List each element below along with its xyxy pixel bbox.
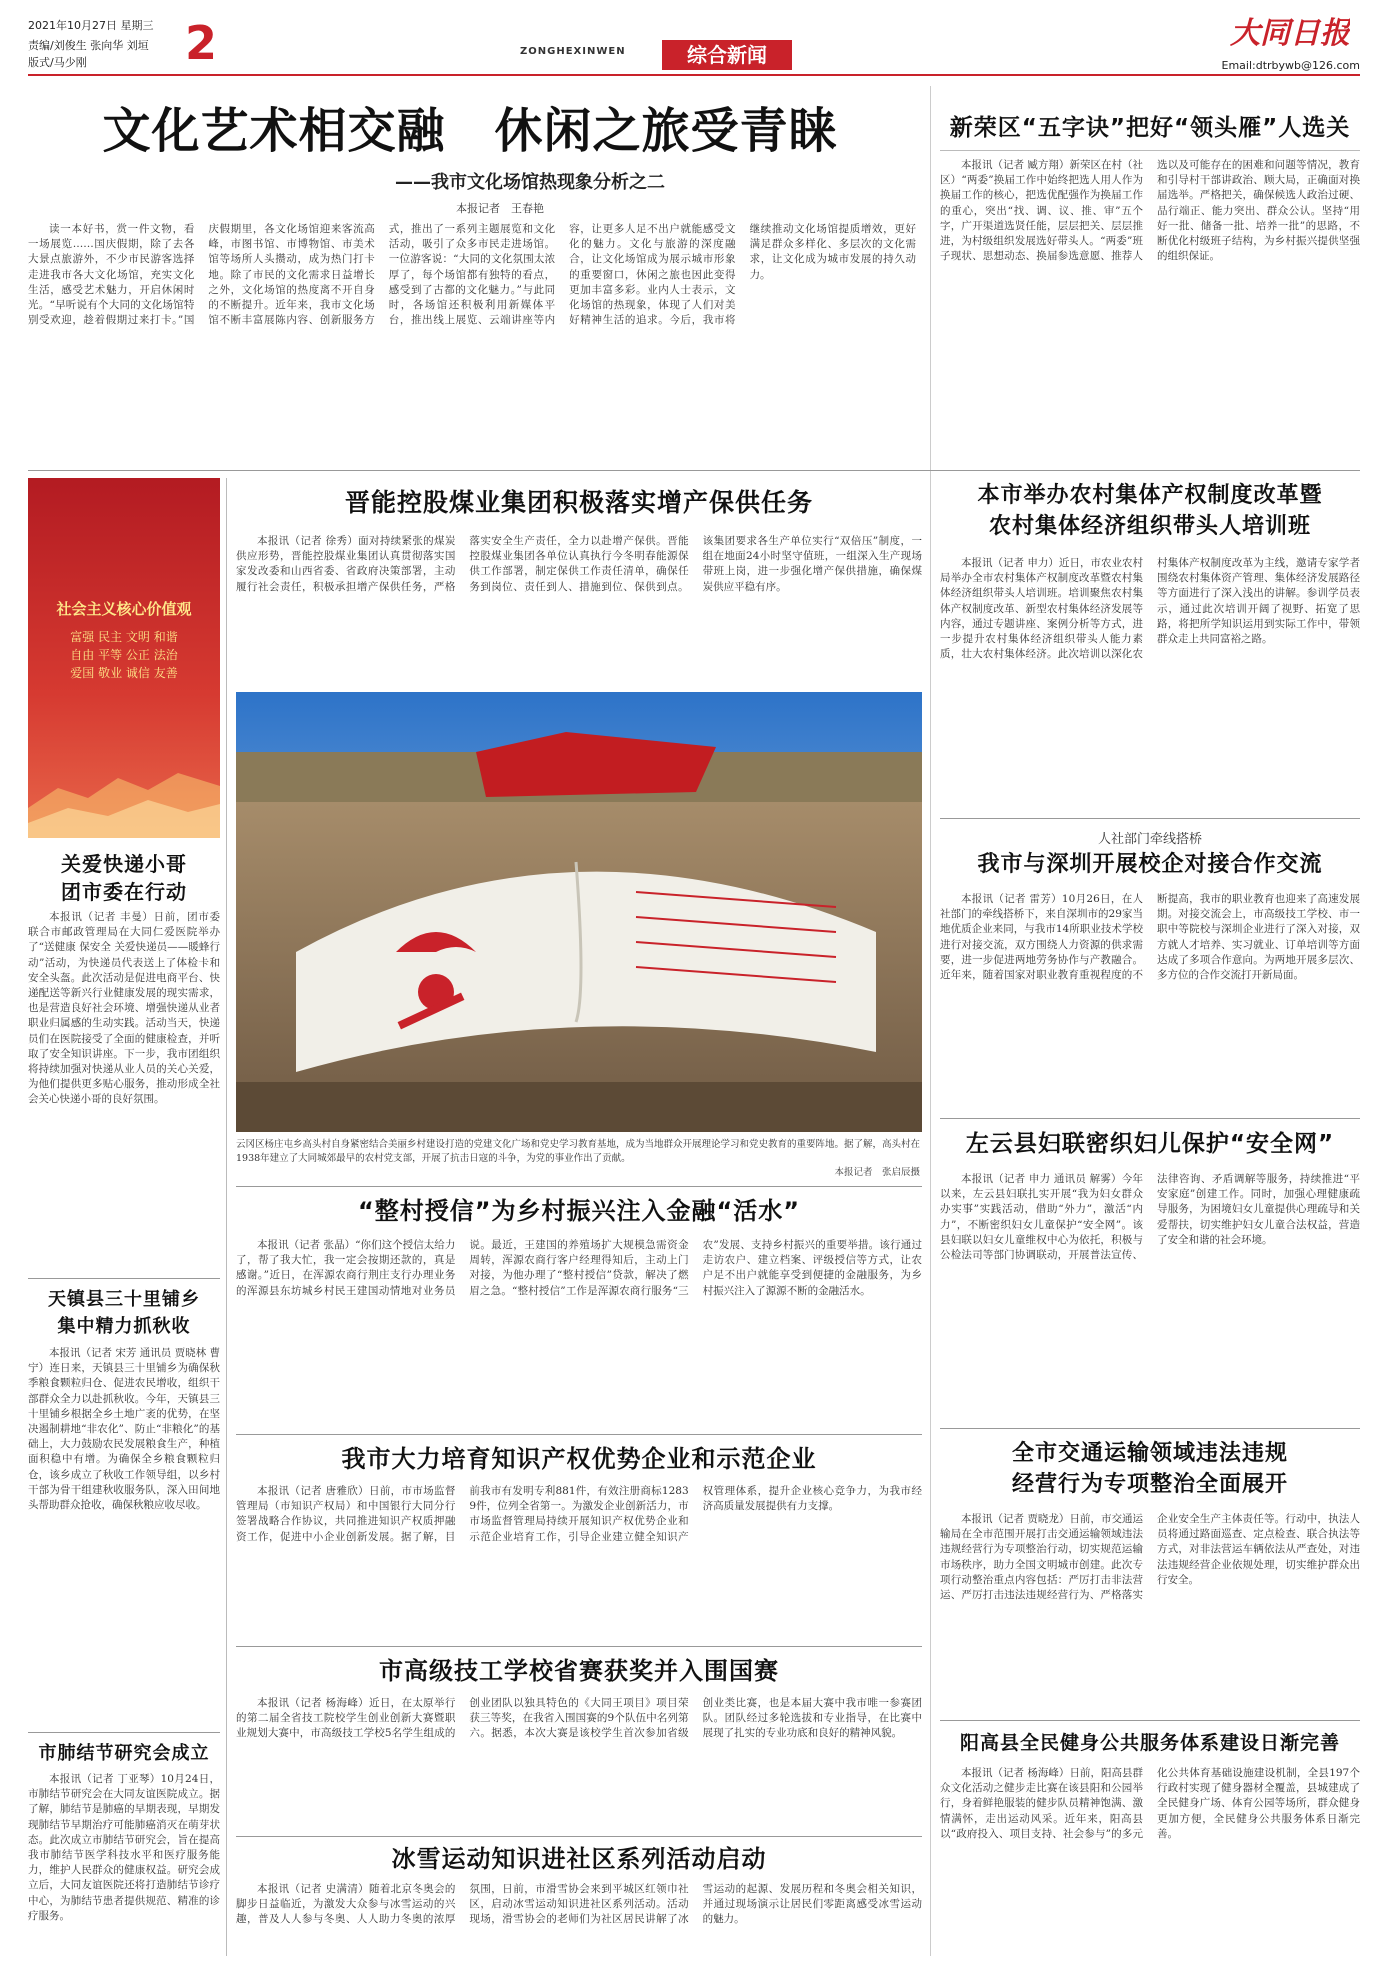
- masthead-logo: 大同日报: [1230, 16, 1350, 51]
- jiaotong-body: 本报讯（记者 贾晓龙）日前，市交通运输局在全市范围开展打击交通运输领域违法违规经营行为专项整治行动，切实规范运输市场秩序，助力全国文明城市创建。此次专项行动整治重点内容包括：严厉打击非法营运、严厉打击违法违规经营行为、严格落实企业安全生产主体责任等。行动中，执法人员将通过路面巡查、定点检查、联合执法等方式，对非法营运车辆依法从严查处，对违法违规经营企业依规处理，切实维护群众出行安全。: [940, 1513, 1360, 1602]
- xinrong-body: 本报讯（记者 臧方翔）新荣区在村（社区）“两委”换届工作中始终把选人用人作为换届工作的核心，把选优配强作为换届工作的重心，突出“找、调、议、推、审”五个字，广开渠道选贤任能，层层把关、层层推进，为村级组织发展选好带头人。“两委”班子现状、思想动态、换届参选意愿、推荐人选以及可能存在的困难和问题等情况，教育和引导村干部讲政治、顾大局，正确面对换届选举。严格把关，确保候选人政治过硬、品行端正、能力突出、群众公认。坚持“用好一批、储备一批、培养一批”的思路，不断优化村级班子结构，为乡村振兴提供坚强的组织保证。: [940, 159, 1360, 263]
- editors: 责编/刘俊生 张向华 刘垣: [28, 39, 149, 52]
- kuaidi-title: 关爱快递小哥 团市委在行动: [61, 852, 187, 904]
- divider-4: [236, 1646, 922, 1647]
- nongcun-body: 本报讯（记者 申力）近日，市农业农村局举办全市农村集体产权制度改革暨农村集体经济组织带头人培训班。培训聚焦农村集体产权制度改革、新型农村集体经济发展等内容，通过专题讲座、案例分析等方式，进一步提升农村集体经济组织带头人能力素质，壮大农村集体经济。此次培训以深化农村集体产权制度改革为主线，邀请专家学者围绕农村集体资产管理、集体经济发展路径等方面进行了深入浅出的讲解。参训学员表示，通过此次培训开阔了视野、拓宽了思路，将把所学知识运用到实际工作中，带领群众走上共同富裕之路。: [940, 557, 1360, 661]
- jinneng-title: 晋能控股煤业集团积极落实增产保供任务: [344, 488, 813, 517]
- shenzhen-kicker: 人社部门牵线搭桥: [1097, 832, 1202, 847]
- divider-1: [28, 470, 1360, 471]
- divider-right-4: [940, 1720, 1360, 1721]
- tianzhen-title: 天镇县三十里铺乡 集中精力抓秋收: [48, 1289, 200, 1337]
- core-values-line3: 爱国 敬业 诚信 友善: [70, 666, 178, 680]
- nongcun-title: 本市举办农村集体产权制度改革暨 农村集体经济组织带头人培训班: [977, 483, 1323, 539]
- feijiehe-body: 本报讯（记者 丁亚琴）10月24日，市肺结节研究会在大同友谊医院成立。据了解，肺结节是肺癌的早期表现，早期发现肺结节早期治疗可能肺癌消灭在萌芽状态。此次成立市肺结节研究会，旨在提高我市肺结节医学科技水平和医疗服务能力，维护人民群众的健康权益。研究会成立后，大同友谊医院还将打造肺结节诊疗中心，为肺结节患者提供规范、精准的诊疗服务。: [28, 1773, 220, 1922]
- issue-date: 2021年10月27日 星期三: [28, 19, 154, 32]
- core-values-title: 社会主义核心价值观: [56, 600, 192, 618]
- xinrong-title: 新荣区“五字诀”把好“领头雁”人选关: [949, 115, 1351, 141]
- divider-3: [236, 1434, 922, 1435]
- divider-right-3: [940, 1428, 1360, 1429]
- zuoyun-body: 本报讯（记者 申力 通讯员 解雾）今年以来，左云县妇联扎实开展“我为妇女群众办实事”实践活动，借助“外力”，激活“内力”，不断密织妇女儿童保护“安全网”。该县妇联以妇女儿童维权中心为依托，积极与公检法司等部门协调联动，开展普法宣传、法律咨询、矛盾调解等服务，持续推进“平安家庭”创建工作。同时，加强心理健康疏导服务，为困境妇女儿童提供心理疏导和关爱帮扶，切实维护妇女儿童合法权益，营造了安全和谐的社会环境。: [940, 1173, 1360, 1262]
- kuaidi-body: 本报讯（记者 丰曼）日前，团市委联合市邮政管理局在大同仁爱医院举办了“送健康 保安全 关爱快递员——暖蜂行动”活动，为快递员代表送上了体检卡和安全头盔。此次活动是促进电商平台、快递配送等新兴行业健康发展的现实需求，也是营造良好社会环境、增强快递从业者职业归属感的生动实践。活动当天，快递员们在医院接受了全面的健康检查，并听取了安全知识讲座。下一步，我市团组织将持续加强对快递从业人员的关心关爱，为他们提供更多贴心服务，推动形成全社会关心快递小哥的良好氛围。: [28, 911, 220, 1106]
- zuoyun-title: 左云县妇联密织妇儿保护“安全网”: [965, 1131, 1335, 1157]
- jigong-title: 市高级技工学校省赛获奖并入围国赛: [379, 1657, 779, 1685]
- shenzhen-body: 本报讯（记者 雷芳）10月26日，在人社部门的牵线搭桥下，来自深圳市的29家当地优质企业来同，与我市14所职业技术学校进行对接交流，双方围绕人力资源的供求需要，进一步促进两地劳务协作与产教融合。近年来，随着国家对职业教育重视程度的不断提高，我市的职业教育也迎来了高速发展期。对接交流会上，市高级技工学校、市一职中等院校与深圳企业进行了深入对接，双方就人才培养、实习就业、订单培训等方面达成了多项合作意向。为两地开展多层次、多方位的合作交流打开新局面。: [940, 893, 1360, 982]
- photo-byline: 本报记者 张启辰摄: [834, 1167, 920, 1178]
- layout-editor: 版式/马少刚: [28, 56, 87, 69]
- email[interactable]: Email:dtrbywb@126.com: [1221, 59, 1360, 72]
- photo-caption: 云冈区杨庄屯乡高头村自身紧密结合美丽乡村建设打造的党建文化广场和党史学习教育基地，成为当地群众开展理论学习和党史教育的重要阵地。据了解，高头村在1938年建立了大同城郊最早的农村党支部，开展了抗击日寇的斗争，为党的事业作出了贡献。: [236, 1139, 921, 1164]
- divider-left-2: [28, 1732, 220, 1733]
- jigong-body: 本报讯（记者 杨海峰）近日，在太原举行的第二届全省技工院校学生创业创新大赛暨职业规划大赛中，市高级技工学校5名学生组成的创业团队以独具特色的《大同王项目》项目荣获三等奖，在我省入围国赛的9个队伍中名列第六。据悉，本次大赛是该校学生首次参加省级创业类比赛，也是本届大赛中我市唯一参赛团队。团队经过多轮选拔和专业指导，在比赛中展现了扎实的专业功底和良好的精神风貌。: [236, 1697, 922, 1740]
- xinrong-title-rule: [940, 150, 1360, 151]
- divider-2: [236, 1186, 922, 1187]
- lead-subtitle: ——我市文化场馆热现象分析之二: [395, 172, 665, 193]
- core-values-box: [28, 478, 220, 838]
- great-wall-icon: [28, 728, 220, 838]
- zhengcun-title: “整村授信”为乡村振兴注入金融“活水”: [357, 1197, 801, 1225]
- zhengcun-body: 本报讯（记者 张晶）“你们这个授信太给力了，帮了我大忙，我一定会按期还款的，真是感谢。”近日，在浑源农商行荆庄支行办理业务的浑源县东坊城乡村民王建国动情地对业务员说。最近，王建国的养殖场扩大规模急需资金周转，浑源农商行客户经理得知后，主动上门对接，为他办理了“整村授信”贷款，解决了燃眉之急。“整村授信”工作是浑源农商行服务“三农”发展、支持乡村振兴的重要举措。该行通过走访农户、建立档案、评级授信等方式，让农户足不出户就能享受到便捷的金融服务，为乡村振兴注入了源源不断的金融活水。: [236, 1239, 922, 1297]
- bingxue-body: 本报讯（记者 史满清）随着北京冬奥会的脚步日益临近，为激发大众参与冰雪运动的兴趣，普及人人参与冬奥、人人助力冬奥的浓厚氛围，日前，市滑雪协会来到平城区红领巾社区，启动冰雪运动知识进社区系列活动。活动现场，滑雪协会的老师们为社区居民讲解了冰雪运动的起源、发展历程和冬奥会相关知识，并通过现场演示让居民们零距离感受冰雪运动的魅力。: [236, 1883, 922, 1926]
- sidebar-rule: [226, 478, 227, 1956]
- section-pinyin: ZONGHEXINWEN: [520, 46, 626, 57]
- jinneng-body: 本报讯（记者 徐秀）面对持续紧张的煤炭供应形势，晋能控股煤业集团认真贯彻落实国家发改委和山西省委、省政府决策部署，主动履行社会责任，积极承担增产保供任务，严格落实安全生产责任，全力以赴增产保供。晋能控股煤业集团各单位认真执行今冬明春能源保供工作部署，制定保供工作责任清单，确保任务到岗位、责任到人、措施到位、保供到点。该集团要求各生产单位实行“双倍压”制度，一组在地面24小时坚守值班，一组深入生产现场带班上岗，进一步强化增产保供措施，确保煤炭供应平稳有序。: [236, 535, 922, 593]
- section-tab: 综合新闻: [662, 40, 792, 70]
- core-values-line1: 富强 民主 文明 和谐: [70, 630, 178, 644]
- feijiehe-title: 市肺结节研究会成立: [38, 1743, 210, 1764]
- right-column-rule: [930, 86, 931, 1956]
- bingxue-title: 冰雪运动知识进社区系列活动启动: [391, 1845, 767, 1873]
- tianzhen-body: 本报讯（记者 宋芳 通讯员 贾晓林 曹宁）连日来，天镇县三十里铺乡为确保秋季粮食颗粒归仓、促进农民增收，组织干部群众全力以赴抓秋收。今年，天镇县三十里铺乡根据全乡土地广袤的优势，在坚决遏制耕地“非农化”、防止“非粮化”的基础上，大力鼓励农民发展粮食生产，种植面积稳中有增。为确保全乡粮食颗粒归仓，该乡成立了秋收工作领导组，以乡村干部为骨干组建秋收服务队，深入田间地头帮助群众抢收，确保秋粮应收尽收。: [28, 1347, 220, 1512]
- lead-byline: 本报记者 王春艳: [456, 202, 544, 215]
- divider-right-1: [940, 818, 1360, 819]
- zhishi-title: 我市大力培育知识产权优势企业和示范企业: [341, 1445, 817, 1473]
- jiaotong-title: 全市交通运输领域违法违规 经营行为专项整治全面展开: [1011, 1441, 1288, 1497]
- lead-body: 读一本好书，赏一件文物，看一场展览……国庆假期，除了去各大景点旅游外，不少市民游客选择走进我市各大文化场馆，充实文化生活，感受艺术魅力，开启休闲时光。“早听说有个大同的文化场馆特别受欢迎，趁着假期过来打卡。”国庆假期里，各文化场馆迎来客流高峰，市图书馆、市博物馆、市美术馆等场所人头攒动，成为热门打卡地。除了市民的文化需求日益增长之外，文化场馆的热度离不开自身的不断提升。近年来，我市文化场馆不断丰富展陈内容、创新服务方式，推出了一系列主题展览和文化活动，吸引了众多市民走进场馆。一位游客说：“大同的文化氛围太浓厚了，每个场馆都有独特的看点，感受到了古都的文化魅力。”与此同时，各场馆还积极利用新媒体平台，推出线上展览、云端讲座等内容，让更多人足不出户就能感受文化的魅力。文化与旅游的深度融合，让文化场馆成为展示城市形象的重要窗口，休闲之旅也因此变得更加丰富多彩。业内人士表示，文化场馆的热现象，体现了人们对美好精神生活的追求。今后，我市将继续推动文化场馆提质增效，更好满足群众多样化、多层次的文化需求，让文化成为城市发展的持久动力。: [28, 223, 916, 327]
- page-number: 2: [185, 18, 218, 70]
- header-rule: [28, 74, 1360, 76]
- yanggao-title: 阳高县全民健身公共服务体系建设日渐完善: [959, 1732, 1340, 1754]
- divider-right-2: [940, 1118, 1360, 1119]
- divider-left-1: [28, 1278, 220, 1279]
- lead-title: 文化艺术相交融 休闲之旅受青睐: [102, 103, 838, 159]
- core-values-line2: 自由 平等 公正 法治: [70, 648, 178, 662]
- divider-5: [236, 1836, 922, 1837]
- yanggao-body: 本报讯（记者 杨海峰）日前，阳高县群众文化活动之健步走比赛在该县阳和公园举行，身着鲜艳服装的健步队员精神饱满、激情满怀，走出运动风采。近年来，阳高县以“政府投入、项目支持、社会参与”的多元化公共体育基础设施建设机制，全县197个行政村实现了健身器材全覆盖，县城建成了全民健身广场、体育公园等场所，群众健身更加方便，全民健身公共服务体系日渐完善。: [940, 1767, 1360, 1840]
- zhishi-body: 本报讯（记者 唐雅欣）日前，市市场监督管理局（市知识产权局）和中国银行大同分行签署战略合作协议，共同推进知识产权质押融资工作，促进中小企业创新发展。据了解，目前我市有发明专利881件，有效注册商标12839件，位列全省第一。为激发企业创新活力，市市场监督管理局持续开展知识产权优势企业和示范企业培育工作，引导企业建立健全知识产权管理体系，提升企业核心竞争力，为我市经济高质量发展提供有力支撑。: [236, 1485, 922, 1543]
- shenzhen-title: 我市与深圳开展校企对接合作交流: [977, 852, 1323, 877]
- party-book-monument-photo: [236, 692, 922, 1132]
